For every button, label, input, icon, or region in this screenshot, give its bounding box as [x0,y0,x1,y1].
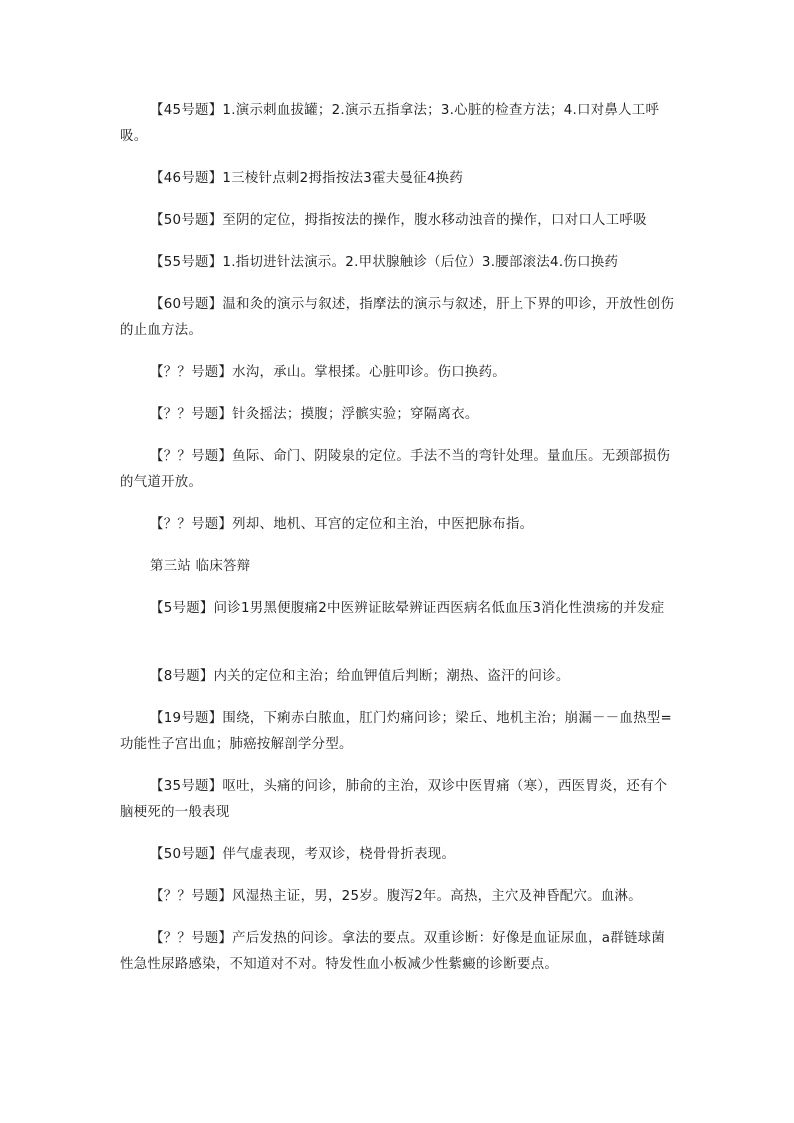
paragraph-q19: 【19号题】围绕，下痢赤白脓血，肛门灼痛问诊；梁丘、地机主治；崩漏－－血热型=功能性子宫出血；肺癌按解剖学分型。 [120,711,673,752]
paragraph-q50: 【50号题】至阴的定位，拇指按法的操作，腹水移动浊音的操作，口对口人工呼吸 [150,213,647,228]
paragraph-q5: 【5号题】问诊1男黑便腹痛2中医辨证眩晕辨证西医病名低血压3消化性溃疡的并发症 [150,601,665,616]
paragraph-unknown-2: 【？？号题】针灸摇法；摸腹；浮髌实验；穿隔离衣。 [150,407,479,422]
paragraph-q46: 【46号题】1三棱针点刺2拇指按法3霍夫曼征4换药 [150,171,464,186]
paragraph-q55: 【55号题】1.指切进针法演示。2.甲状腺触诊（后位）3.腰部滚法4.伤口换药 [150,255,619,270]
paragraph-unknown-6: 【？？号题】产后发热的问诊。拿法的要点。双重诊断：好像是血证尿血，a群链球菌性急性尿路感染，不知道对不对。特发性血小板减少性紫癜的诊断要点。 [120,931,666,972]
paragraph-unknown-5: 【？？号题】风湿热主证，男，25岁。腹泻2年。高热，主穴及神昏配穴。血淋。 [150,889,642,904]
paragraph-unknown-1: 【？？号题】水沟，承山。掌根揉。心脏叩诊。伤口换药。 [150,365,506,380]
paragraph-unknown-3: 【？？号题】鱼际、命门、阴陵泉的定位。手法不当的弯针处理。量血压。无颈部损伤的气道开放。 [120,449,671,490]
paragraph-q8: 【8号题】内关的定位和主治；给血钾值后判断；潮热、盗汗的问诊。 [150,669,570,684]
paragraph-q50-b: 【50号题】伴气虚表现，考双诊，桡骨骨折表现。 [150,847,456,862]
section-heading: 第三站 临床答辩 [150,559,251,574]
paragraph-q60: 【60号题】温和灸的演示与叙述，指摩法的演示与叙述，肝上下界的叩诊，开放性创伤的止血方法。 [120,297,675,338]
paragraph-unknown-4: 【？？号题】列却、地机、耳宫的定位和主治，中医把脉布指。 [150,517,534,532]
paragraph-q35: 【35号题】呕吐，头痛的问诊，肺俞的主治，双诊中医胃痛（寒），西医胃炎，还有个脑梗死的一般表现 [120,779,668,820]
paragraph-q45: 【45号题】1.演示刺血拔罐；2.演示五指拿法；3.心脏的检查方法；4.口对鼻人工呼吸。 [120,103,660,144]
